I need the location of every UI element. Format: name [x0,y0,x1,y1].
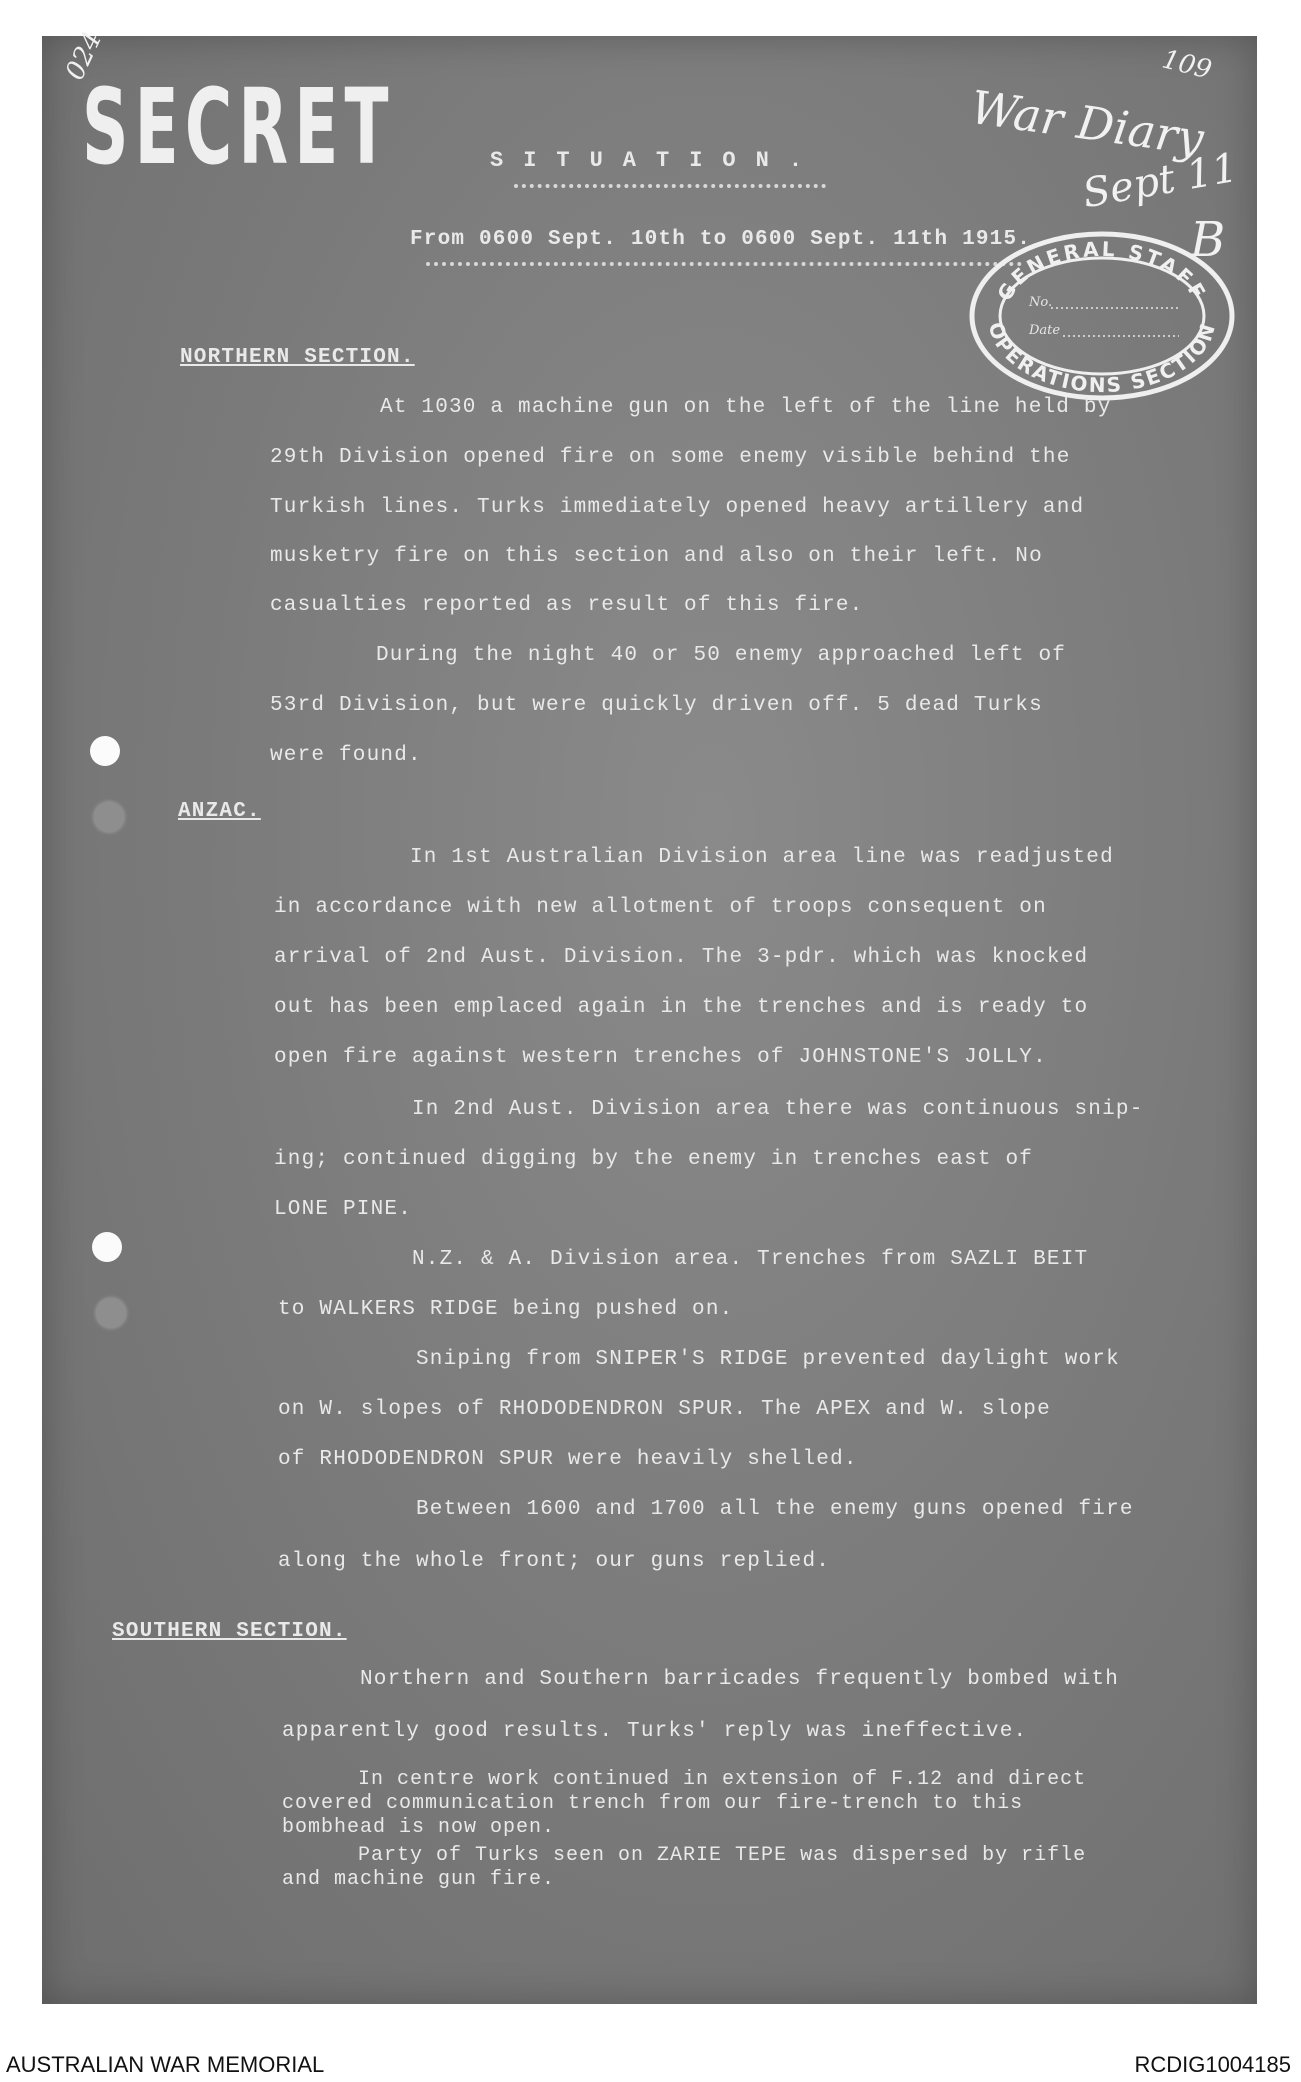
southern-line-3: In centre work continued in extension of F.12 and direct [358,1768,1087,1791]
anzac-line-3: arrival of 2nd Aust. Division. The 3-pdr. which was knocked [274,946,1089,969]
northern-line-1: At 1030 a machine gun on the left of the line held by [380,396,1112,419]
anzac-line-1: In 1st Australian Division area line was readjusted [410,846,1114,869]
file-note-date: Sept 11 [1079,144,1242,218]
document-page [42,27,1257,2004]
stamp-no-label: No. [1029,295,1053,310]
anzac-line-5: open fire against western trenches of JOHNSTONE'S JOLLY. [274,1046,1047,1069]
anzac-line-2: in accordance with new allotment of troops consequent on [274,896,1047,919]
footer-institution: AUSTRALIAN WAR MEMORIAL [6,2052,325,2077]
file-note-war-diary: War Diary [967,79,1207,167]
operations-section-stamp [967,230,1237,402]
title-underline [514,184,826,188]
southern-line-1: Northern and Southern barricades frequently bombed with [360,1668,1120,1691]
northern-line-3: Turkish lines. Turks immediately opened heavy artillery and [270,496,1085,519]
anzac-line-11: Sniping from SNIPER'S RIDGE prevented daylight work [416,1348,1120,1371]
northern-line-8: were found. [270,744,422,767]
southern-line-6: Party of Turks seen on ZARIE TEPE was dispersed by rifle [358,1844,1087,1867]
anzac-line-7: ing; continued digging by the enemy in trenches east of [274,1148,1034,1171]
document-title: SITUATION. [490,148,823,173]
southern-line-5: bombhead is now open. [282,1816,556,1839]
stamp-top-text: GENERAL STAFF [992,236,1212,306]
southern-line-7: and machine gun fire. [282,1868,556,1891]
anzac-line-9: N.Z. & A. Division area. Trenches from SAZLI BEIT [412,1248,1089,1271]
stamp-bottom-text: OPERATIONS SECTION [983,319,1221,398]
period-underline [426,262,1022,266]
punch-hole-bottom [92,1232,122,1262]
heading-anzac: ANZAC. [178,800,261,823]
southern-line-4: covered communication trench from our fire-trench to this [282,1792,1024,1815]
anzac-line-14: Between 1600 and 1700 all the enemy guns opened fire [416,1498,1134,1521]
secret-mark: SECRET [82,66,395,188]
heading-northern-section: NORTHERN SECTION. [180,346,415,369]
stamp-date-label: Date [1029,323,1061,338]
letter-mark: B [1190,212,1226,268]
svg-text:OPERATIONS SECTION [984,319,1221,397]
anzac-line-6: In 2nd Aust. Division area there was continuous snip- [412,1098,1144,1121]
punch-hole-mark-top [94,802,124,832]
southern-line-2: apparently good results. Turks' reply was ineffective. [282,1720,1028,1743]
punch-hole-top [90,736,120,766]
anzac-line-10: to WALKERS RIDGE being pushed on. [278,1298,734,1321]
northern-line-6: During the night 40 or 50 enemy approached left of [376,644,1067,667]
report-period: From 0600 Sept. 10th to 0600 Sept. 11th 1915. [410,228,1032,251]
footer-record-id: RCDIG1004185 [1134,2052,1291,2077]
heading-southern-section: SOUTHERN SECTION. [112,1620,347,1643]
anzac-line-4: out has been emplaced again in the trenches and is ready to [274,996,1089,1019]
northern-line-2: 29th Division opened fire on some enemy visible behind the [270,446,1071,469]
anzac-line-12: on W. slopes of RHODODENDRON SPUR. The APEX and W. slope [278,1398,1051,1421]
anzac-line-8: LONE PINE. [274,1198,413,1221]
northern-line-5: casualties reported as result of this fire. [270,594,864,617]
page-number: 109 [1159,44,1215,86]
northern-line-4: musketry fire on this section and also on their left. No [270,545,1043,568]
northern-line-7: 53rd Division, but were quickly driven off. 5 dead Turks [270,694,1043,717]
anzac-line-15: along the whole front; our guns replied. [278,1550,831,1573]
punch-hole-mark-bottom [96,1298,126,1328]
anzac-line-13: of RHODODENDRON SPUR were heavily shelled. [278,1448,858,1471]
corner-number: 024 [60,27,109,85]
svg-text:GENERAL STAFF [992,237,1212,305]
